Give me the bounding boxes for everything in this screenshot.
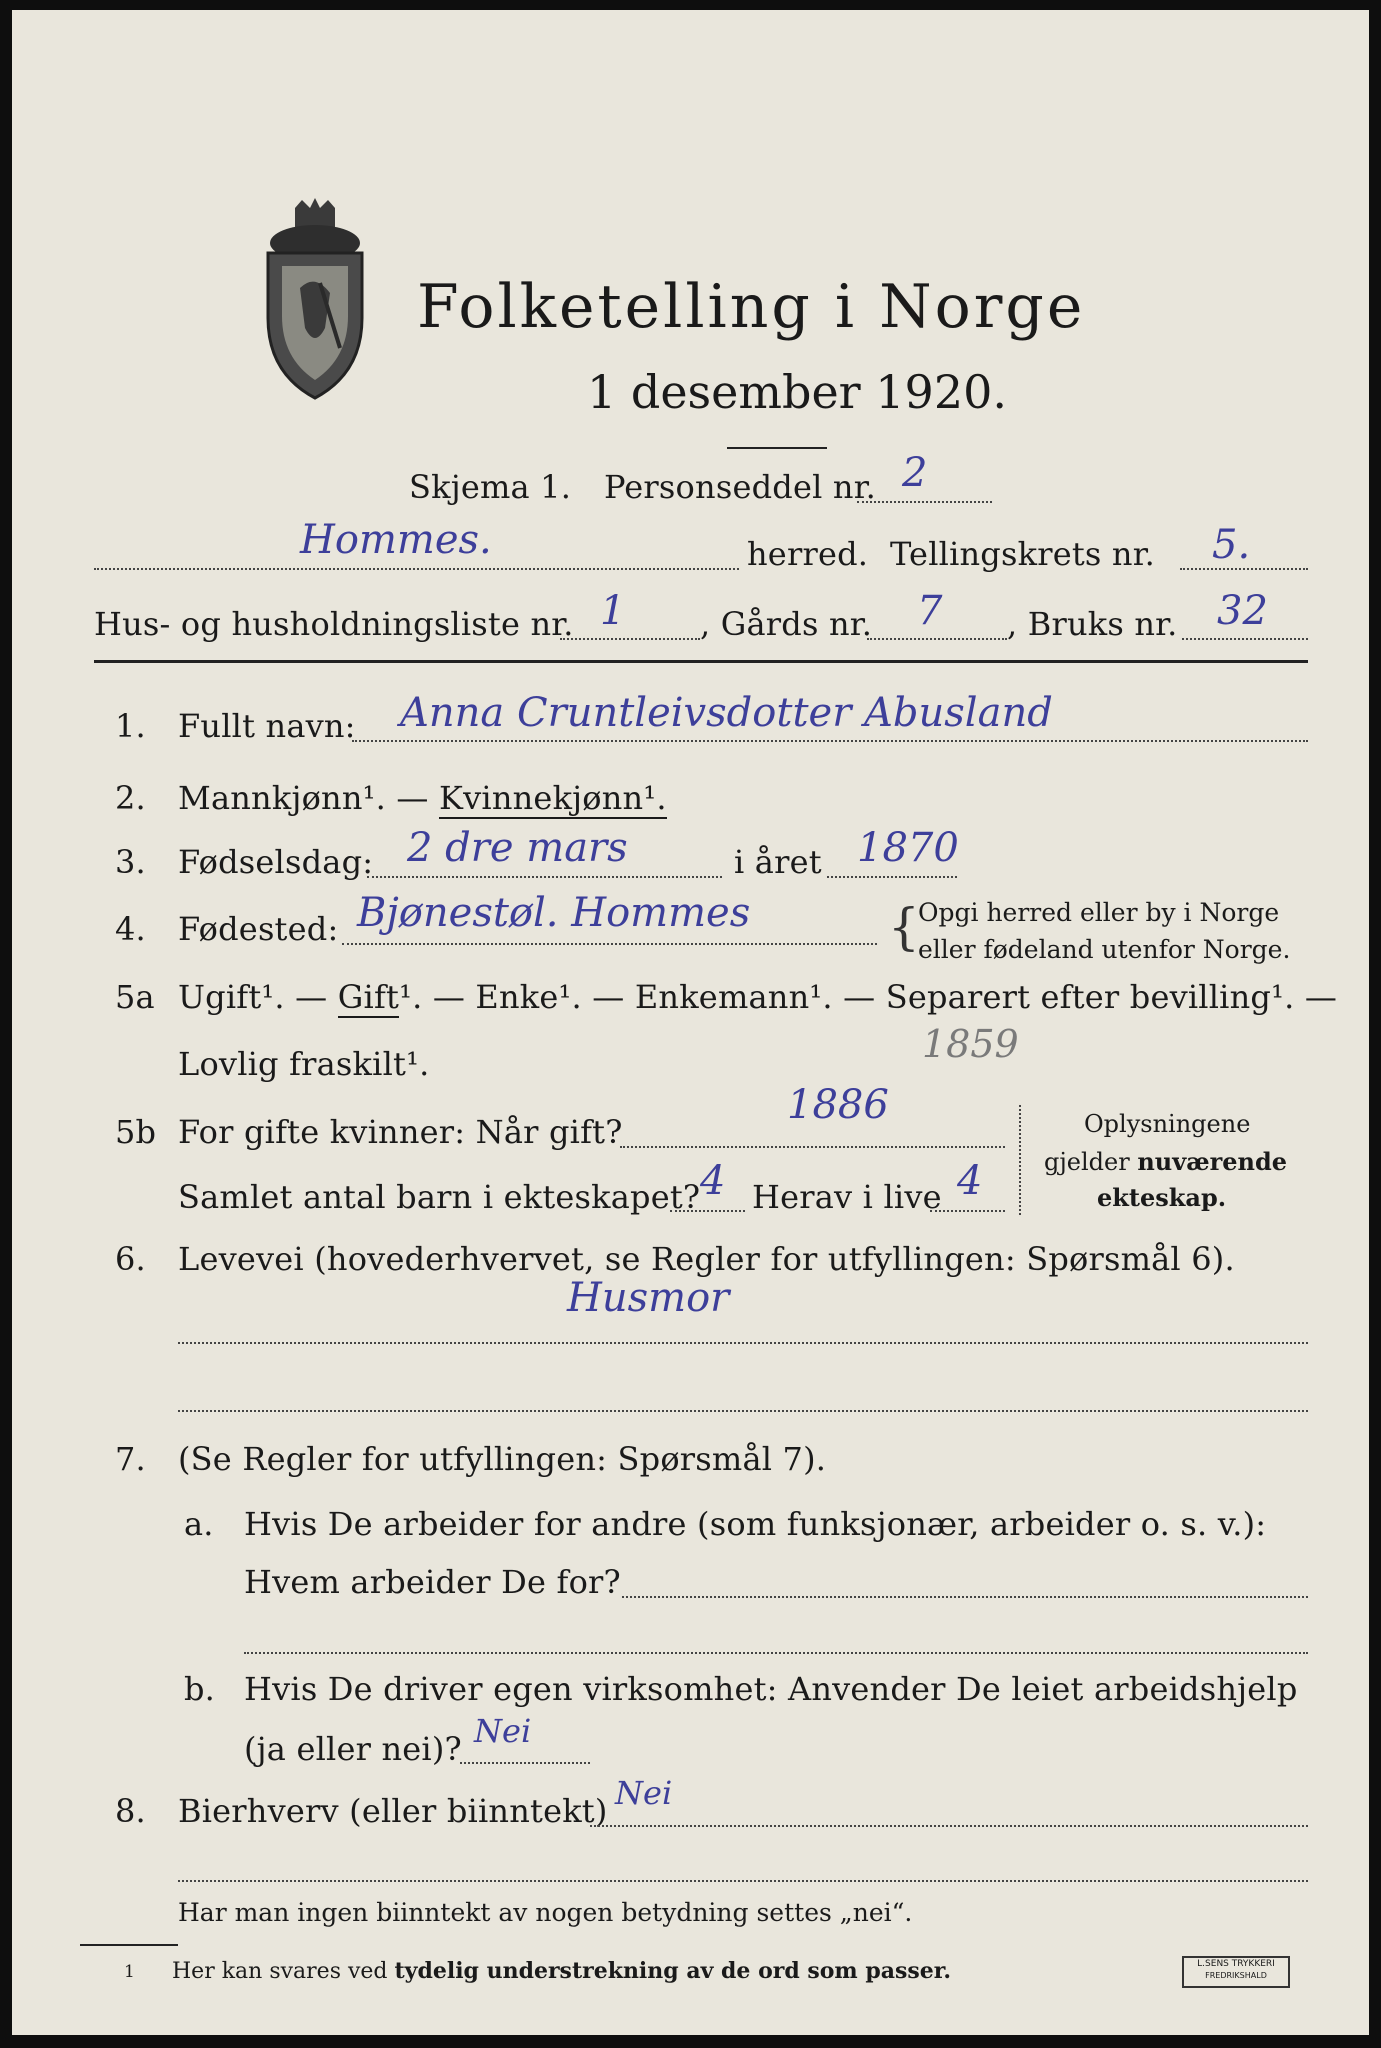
q7a-line-1 [622, 1596, 1308, 1598]
form-title: Folketelling i Norge [417, 272, 1086, 342]
footnote-text [172, 1958, 951, 1984]
q7a-label: Hvis De arbeider for andre (som funksjonær, arbeider o. s. v.): [244, 1505, 1267, 1543]
footnote-text-a: Her kan svares ved [172, 1959, 395, 1984]
printer-stamp [1182, 1956, 1290, 1988]
q5a-gift-option: Gift [337, 978, 400, 1016]
footnote-text-b: tydelig understrekning av de ord som passer. [394, 1958, 952, 1984]
q5b-note-line-2 [1044, 1147, 1287, 1176]
q1-label: Fullt navn: [178, 707, 356, 745]
q5b-children-value: 4 [700, 1158, 726, 1204]
q5b-children-label: Samlet antal barn i ekteskapet? [178, 1178, 701, 1216]
q5b-when-married-line [620, 1146, 1005, 1148]
q7b-answer: Nei [474, 1712, 532, 1750]
q4-label: Fødested: [178, 910, 339, 948]
q5a-ugift-option: Ugift¹. — [178, 978, 328, 1016]
q1-line [352, 740, 1308, 742]
skjema-label: Skjema 1. [409, 468, 572, 506]
bruks-label: , Bruks nr. [1007, 605, 1178, 643]
q5b-number: 5b [115, 1113, 157, 1151]
q5a-number: 5a [115, 978, 155, 1016]
q2-female-option: Kvinnekjønn¹. [439, 779, 667, 817]
q7a-letter: a. [184, 1505, 214, 1543]
census-date: 1 desember 1920. [587, 365, 1007, 419]
coat-of-arms-emblem [260, 198, 370, 418]
q4-note-line-1: Opgi herred eller by i Norge [918, 898, 1280, 927]
q6-occupation: Husmor [567, 1275, 730, 1321]
q5b-bracket [1019, 1105, 1023, 1215]
q5b-children-line [670, 1210, 745, 1212]
q3-line [367, 876, 722, 878]
q8-line-2 [178, 1880, 1308, 1882]
q7b-label: Hvis De driver egen virksomhet: Anvender De leiet arbeidshjelp [244, 1670, 1298, 1708]
q5a-margin-note: 1859 [922, 1022, 1019, 1066]
herred-label: herred. [747, 535, 869, 573]
q5a-other-options: ¹. — Enke¹. — Enkemann¹. — Separert efter bevilling¹. — [399, 978, 1338, 1016]
q7a-line-2 [244, 1652, 1308, 1654]
q4-note-line-2: eller fødeland utenfor Norge. [918, 935, 1291, 964]
q7b-letter: b. [184, 1670, 216, 1708]
q8-label: Bierhverv (eller biinntekt) [178, 1792, 608, 1830]
tellingskrets-label: Tellingskrets nr. [890, 535, 1156, 573]
q5b-alive-value: 4 [957, 1158, 983, 1204]
q8-line-1 [590, 1825, 1308, 1827]
q5a-options [178, 978, 1337, 1016]
q7b-line [460, 1762, 590, 1764]
q8-number: 8. [115, 1792, 146, 1830]
q8-answer: Nei [615, 1774, 673, 1812]
personseddel-line [857, 501, 992, 503]
no-income-note: Har man ingen biinntekt av nogen betydning settes „nei“. [178, 1898, 913, 1927]
q7-label: (Se Regler for utfyllingen: Spørsmål 7). [178, 1440, 827, 1478]
q3-number: 3. [115, 843, 146, 881]
q3-label: Fødselsdag: [178, 843, 374, 881]
gards-line [867, 638, 1007, 640]
personseddel-value: 2 [902, 450, 928, 496]
hus-line [560, 638, 700, 640]
q6-number: 6. [115, 1240, 146, 1278]
q4-brace: { [888, 898, 920, 956]
q5b-note-line-1: Oplysningene [1084, 1110, 1251, 1138]
q3-birth-year: 1870 [857, 825, 959, 871]
tellingskrets-value: 5. [1212, 522, 1251, 568]
footnote-rule [80, 1944, 178, 1946]
q4-number: 4. [115, 910, 146, 948]
q7b-label-2: (ja eller nei)? [244, 1730, 462, 1768]
hus-label: Hus- og husholdningsliste nr. [94, 605, 574, 643]
header-divider [94, 660, 1308, 663]
printer-stamp-line-1: L.SENS TRYKKERI [1197, 1959, 1275, 1969]
q3-year-label: i året [734, 843, 822, 881]
printer-stamp-line-2: FREDRIKSHALD [1205, 1971, 1267, 1980]
q6-label: Levevei (hovederhvervet, se Regler for utfyllingen: Spørsmål 6). [178, 1240, 1235, 1278]
q5b-when-married-label: For gifte kvinner: Når gift? [178, 1113, 623, 1151]
personseddel-label: Personseddel nr. [604, 468, 877, 506]
hus-value: 1 [600, 588, 626, 634]
q5a-lovlig-fraskilt: Lovlig fraskilt¹. [178, 1045, 430, 1083]
bruks-value: 32 [1217, 588, 1268, 634]
q5b-note-gjelder: gjelder [1044, 1148, 1138, 1176]
q2-number: 2. [115, 779, 146, 817]
gards-value: 7 [917, 588, 943, 634]
q3-birthdate: 2 dre mars [407, 825, 628, 871]
title-divider [727, 447, 827, 449]
bruks-line [1182, 638, 1308, 640]
q1-full-name: Anna Cruntleivsdotter Abusland [400, 690, 1053, 736]
tellingskrets-line [1180, 568, 1308, 570]
q5b-alive-label: Herav i live [752, 1178, 942, 1216]
q4-birthplace: Bjønestøl. Hommes [357, 890, 751, 936]
gards-label: , Gårds nr. [700, 605, 873, 643]
q4-line [342, 943, 877, 945]
census-form-page [12, 10, 1369, 2035]
q2-male-option: Mannkjønn¹. — [178, 779, 429, 817]
herred-line [94, 568, 739, 570]
q5b-note-line-3: ekteskap. [1097, 1183, 1227, 1212]
q5b-note-naverende: nuværende [1137, 1147, 1288, 1176]
q3-year-line [827, 876, 957, 878]
q6-line-1 [178, 1342, 1308, 1344]
q1-number: 1. [115, 707, 146, 745]
footnote-marker: 1 [124, 1962, 135, 1982]
q6-line-2 [178, 1410, 1308, 1412]
q7a-label-2: Hvem arbeider De for? [244, 1563, 621, 1601]
q7-number: 7. [115, 1440, 146, 1478]
q5b-alive-line [930, 1210, 1005, 1212]
q5b-marriage-year: 1886 [787, 1082, 889, 1128]
herred-value: Hommes. [300, 517, 492, 563]
